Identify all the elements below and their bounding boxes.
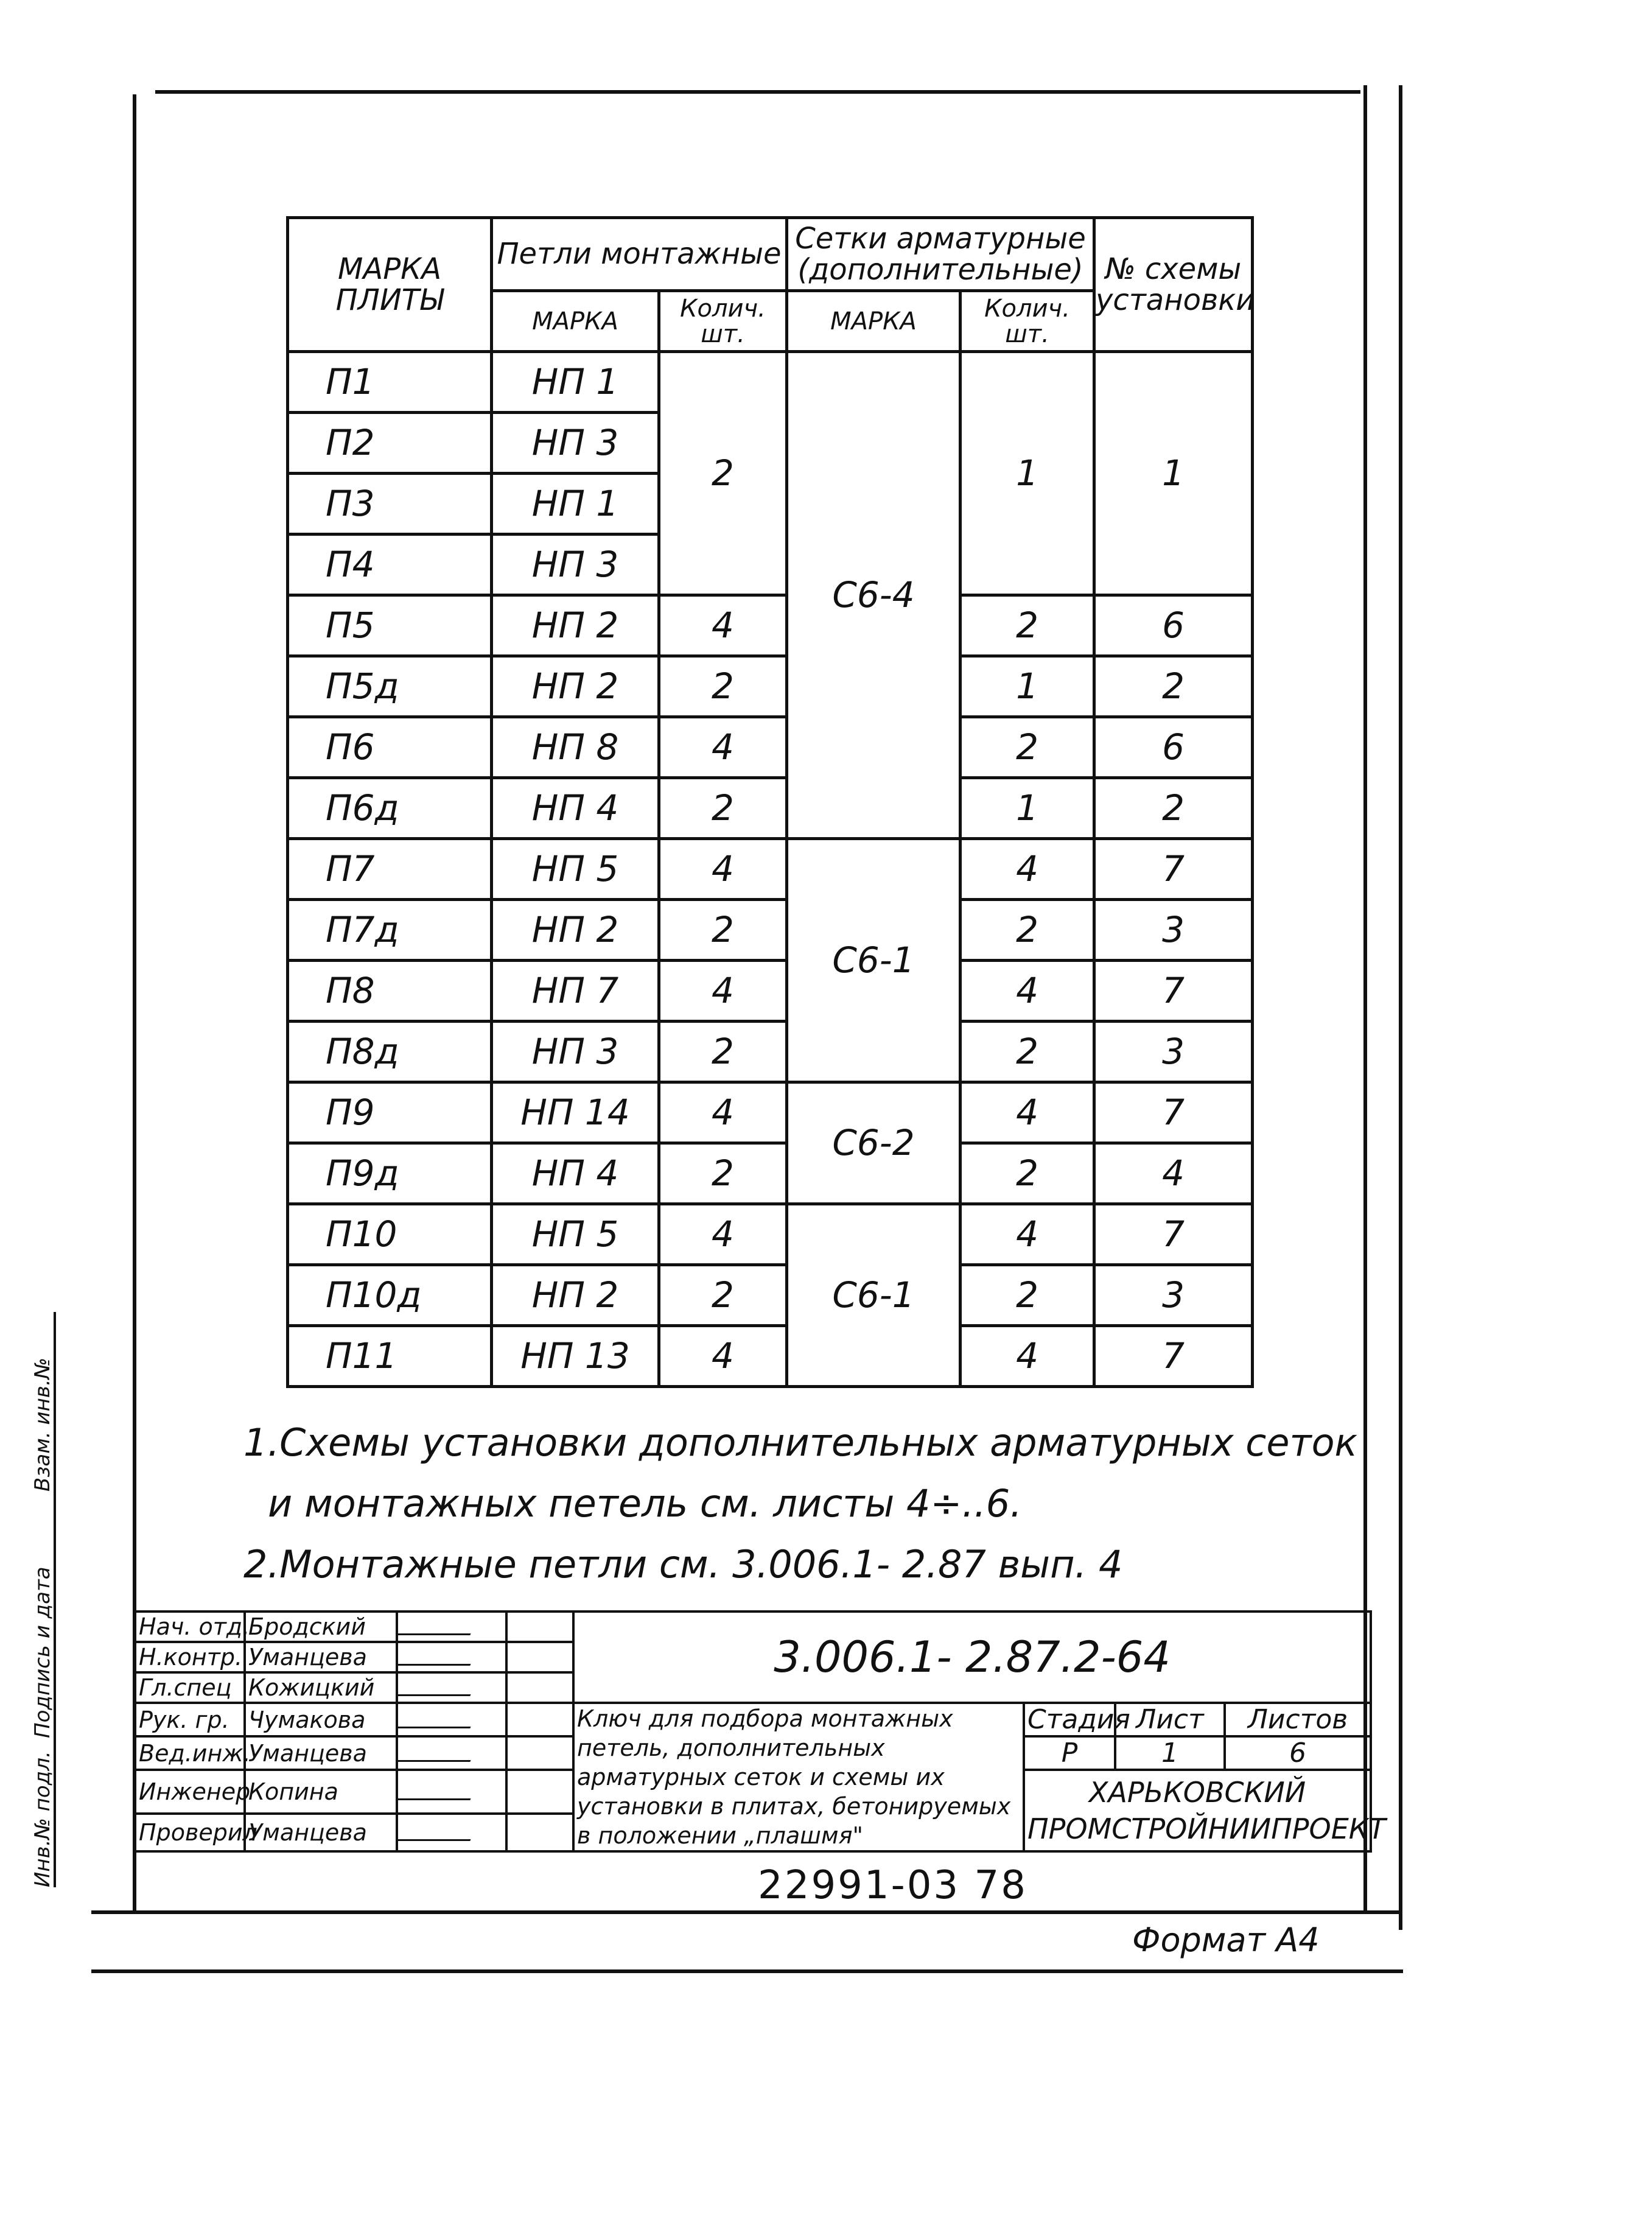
scheme-cell: 4	[1094, 1143, 1253, 1204]
header-scheme: № схемы установки	[1094, 218, 1253, 352]
table-row	[288, 1265, 1253, 1326]
table-row	[288, 839, 1253, 900]
loop-cell: НП 2	[492, 595, 659, 656]
mesh-mark-c61a: С6-1	[787, 839, 961, 1082]
scheme-cell: 6	[1094, 595, 1253, 656]
mesh-qty-cell: 4	[961, 1204, 1094, 1265]
signature-mark	[397, 1672, 506, 1703]
plate-cell: П8д	[288, 1022, 492, 1082]
plate-cell: П11	[288, 1326, 492, 1387]
document-description: Ключ для подбора монтажных петель, дополнительных арматурных сеток и схемы их установки в плитах, бетонируемых в положении „плашмя"	[573, 1703, 1024, 1851]
plate-cell: П3	[288, 474, 492, 535]
loop-qty-cell: 4	[659, 1326, 787, 1387]
table-row	[288, 1143, 1253, 1204]
sig-name: Уманцева	[245, 1642, 397, 1672]
scheme-cell: 7	[1094, 1082, 1253, 1143]
loop-qty-cell: 2	[659, 1265, 787, 1326]
mesh-qty-cell: 4	[961, 1326, 1094, 1387]
sig-name: Бродский	[245, 1612, 397, 1642]
mesh-qty-cell: 4	[961, 1082, 1094, 1143]
loop-qty-cell: 4	[659, 839, 787, 900]
sig-role: Проверил	[135, 1814, 245, 1851]
note-1: 1.Схемы установки дополнительных арматурных сеток	[243, 1420, 1357, 1465]
mesh-qty-cell: 2	[961, 717, 1094, 778]
table-row	[288, 656, 1253, 717]
loop-cell: НП 5	[492, 1204, 659, 1265]
side-label-inv-orig: Инв.№ подл.	[30, 1751, 55, 1887]
sig-role: Рук. гр.	[135, 1703, 245, 1736]
sheets-value: 6	[1225, 1736, 1371, 1770]
loop-qty-cell: 2	[659, 1143, 787, 1204]
loop-qty-cell: 2	[659, 656, 787, 717]
plate-cell: П4	[288, 535, 492, 595]
paper-format: Формат А4	[1132, 1921, 1320, 1959]
plate-cell: П6д	[288, 778, 492, 839]
table-row	[288, 595, 1253, 656]
loop-qty-cell: 4	[659, 717, 787, 778]
loop-cell: НП 2	[492, 656, 659, 717]
plate-cell: П9д	[288, 1143, 492, 1204]
sig-date	[506, 1814, 573, 1851]
loop-cell: НП 4	[492, 778, 659, 839]
side-label-replace-inv: Взам. инв.№	[30, 1357, 55, 1492]
subheader-mesh-qty: Колич. шт.	[961, 291, 1094, 352]
note-2: 2.Монтажные петли см. 3.006.1- 2.87 вып. 4	[243, 1542, 1123, 1587]
signature-mark	[397, 1814, 506, 1851]
plate-cell: П9	[288, 1082, 492, 1143]
loop-qty-cell: 4	[659, 1204, 787, 1265]
scheme-cell: 2	[1094, 656, 1253, 717]
loop-cell: НП 5	[492, 839, 659, 900]
mesh-qty-cell: 2	[961, 1022, 1094, 1082]
subheader-loop-qty: Колич. шт.	[659, 291, 787, 352]
organization: ХАРЬКОВСКИЙ ПРОМСТРОЙНИИПРОЕКТ	[1024, 1770, 1371, 1851]
signature-mark	[397, 1770, 506, 1814]
table-row	[288, 352, 1253, 413]
loop-cell: НП 7	[492, 961, 659, 1022]
plate-cell: П5д	[288, 656, 492, 717]
scheme-cell: 3	[1094, 1265, 1253, 1326]
sig-name: Копина	[245, 1770, 397, 1814]
sig-name: Кожицкий	[245, 1672, 397, 1703]
sig-role: Гл.спец	[135, 1672, 245, 1703]
table-row	[288, 1204, 1253, 1265]
plate-cell: П2	[288, 413, 492, 474]
plate-cell: П5	[288, 595, 492, 656]
frame-bottom	[91, 1910, 1400, 1914]
header-mesh: Сетки арматурные (дополнительные)	[787, 218, 1094, 291]
note-1-cont: и монтажных петель см. листы 4÷..6.	[268, 1481, 1022, 1526]
loop-qty-cell: 4	[659, 595, 787, 656]
loop-cell: НП 2	[492, 1265, 659, 1326]
notes	[243, 1412, 1357, 1595]
table-row	[288, 961, 1253, 1022]
document-code: 3.006.1- 2.87.2-64	[573, 1612, 1371, 1703]
sheet-value: 1	[1115, 1736, 1225, 1770]
loop-qty-merged: 2	[659, 352, 787, 595]
sig-role: Инженер	[135, 1770, 245, 1814]
mesh-qty-cell: 2	[961, 1265, 1094, 1326]
subheader-mesh-mark: МАРКА	[787, 291, 961, 352]
frame-top	[155, 90, 1360, 94]
mesh-qty-merged: 1	[961, 352, 1094, 595]
sig-name: Уманцева	[245, 1814, 397, 1851]
loop-cell: НП 8	[492, 717, 659, 778]
plate-key-table	[286, 216, 1254, 1388]
loop-qty-cell: 2	[659, 900, 787, 961]
loop-qty-cell: 2	[659, 778, 787, 839]
loop-cell: НП 4	[492, 1143, 659, 1204]
loop-cell: НП 3	[492, 1022, 659, 1082]
loop-cell: НП 3	[492, 413, 659, 474]
scheme-cell: 7	[1094, 1204, 1253, 1265]
loop-cell: НП 1	[492, 352, 659, 413]
sheets-label: Листов	[1225, 1703, 1371, 1736]
loop-cell: НП 3	[492, 535, 659, 595]
mesh-qty-cell: 1	[961, 778, 1094, 839]
title-block	[134, 1610, 1386, 1853]
stage-label: Стадия	[1024, 1703, 1115, 1736]
sig-role: Н.контр.	[135, 1642, 245, 1672]
scheme-cell: 6	[1094, 717, 1253, 778]
table-row	[288, 900, 1253, 961]
sig-date	[506, 1736, 573, 1770]
sig-date	[506, 1703, 573, 1736]
side-label-sign-date: Подпись и дата	[30, 1566, 55, 1738]
mesh-qty-cell: 2	[961, 595, 1094, 656]
mesh-qty-cell: 2	[961, 900, 1094, 961]
sig-role: Нач. отд.	[135, 1612, 245, 1642]
loop-cell: НП 1	[492, 474, 659, 535]
sig-name: Уманцева	[245, 1736, 397, 1770]
sig-date	[506, 1612, 573, 1642]
mesh-qty-cell: 2	[961, 1143, 1094, 1204]
table-row	[288, 778, 1253, 839]
scheme-cell: 3	[1094, 900, 1253, 961]
scheme-cell: 7	[1094, 961, 1253, 1022]
frame-bottom-outer	[91, 1969, 1403, 1973]
sig-role: Вед.инж.	[135, 1736, 245, 1770]
sig-name: Чумакова	[245, 1703, 397, 1736]
sig-date	[506, 1770, 573, 1814]
sig-date	[506, 1642, 573, 1672]
plate-cell: П7	[288, 839, 492, 900]
header-loops: Петли монтажные	[492, 218, 787, 291]
plate-cell: П8	[288, 961, 492, 1022]
table-row	[288, 1326, 1253, 1387]
scheme-cell: 3	[1094, 1022, 1253, 1082]
loop-cell: НП 14	[492, 1082, 659, 1143]
sheet-label: Лист	[1115, 1703, 1225, 1736]
header-plate-mark: МАРКА ПЛИТЫ	[288, 218, 492, 352]
signature-mark	[397, 1703, 506, 1736]
signature-mark	[397, 1612, 506, 1642]
scheme-cell: 7	[1094, 839, 1253, 900]
plate-cell: П7д	[288, 900, 492, 961]
scheme-cell: 7	[1094, 1326, 1253, 1387]
side-strip	[30, 1312, 85, 1887]
inventory-number: 22991-03 78	[758, 1863, 1027, 1908]
mesh-mark-c62: С6-2	[787, 1082, 961, 1204]
stage-value: Р	[1024, 1736, 1115, 1770]
scheme-cell: 2	[1094, 778, 1253, 839]
plate-cell: П1	[288, 352, 492, 413]
mesh-mark-c61b: С6-1	[787, 1204, 961, 1387]
subheader-loop-mark: МАРКА	[492, 291, 659, 352]
table-row	[288, 717, 1253, 778]
plate-cell: П10	[288, 1204, 492, 1265]
mesh-qty-cell: 1	[961, 656, 1094, 717]
loop-cell: НП 2	[492, 900, 659, 961]
frame-right-outer	[1399, 85, 1402, 1930]
loop-qty-cell: 4	[659, 1082, 787, 1143]
loop-cell: НП 13	[492, 1326, 659, 1387]
mesh-qty-cell: 4	[961, 961, 1094, 1022]
plate-cell: П10д	[288, 1265, 492, 1326]
loop-qty-cell: 2	[659, 1022, 787, 1082]
scheme-merged: 1	[1094, 352, 1253, 595]
mesh-qty-cell: 4	[961, 839, 1094, 900]
mesh-mark-c64: С6-4	[787, 352, 961, 839]
signature-mark	[397, 1736, 506, 1770]
table-row	[288, 1022, 1253, 1082]
signature-mark	[397, 1642, 506, 1672]
loop-qty-cell: 4	[659, 961, 787, 1022]
plate-cell: П6	[288, 717, 492, 778]
table-row	[288, 1082, 1253, 1143]
sig-date	[506, 1672, 573, 1703]
